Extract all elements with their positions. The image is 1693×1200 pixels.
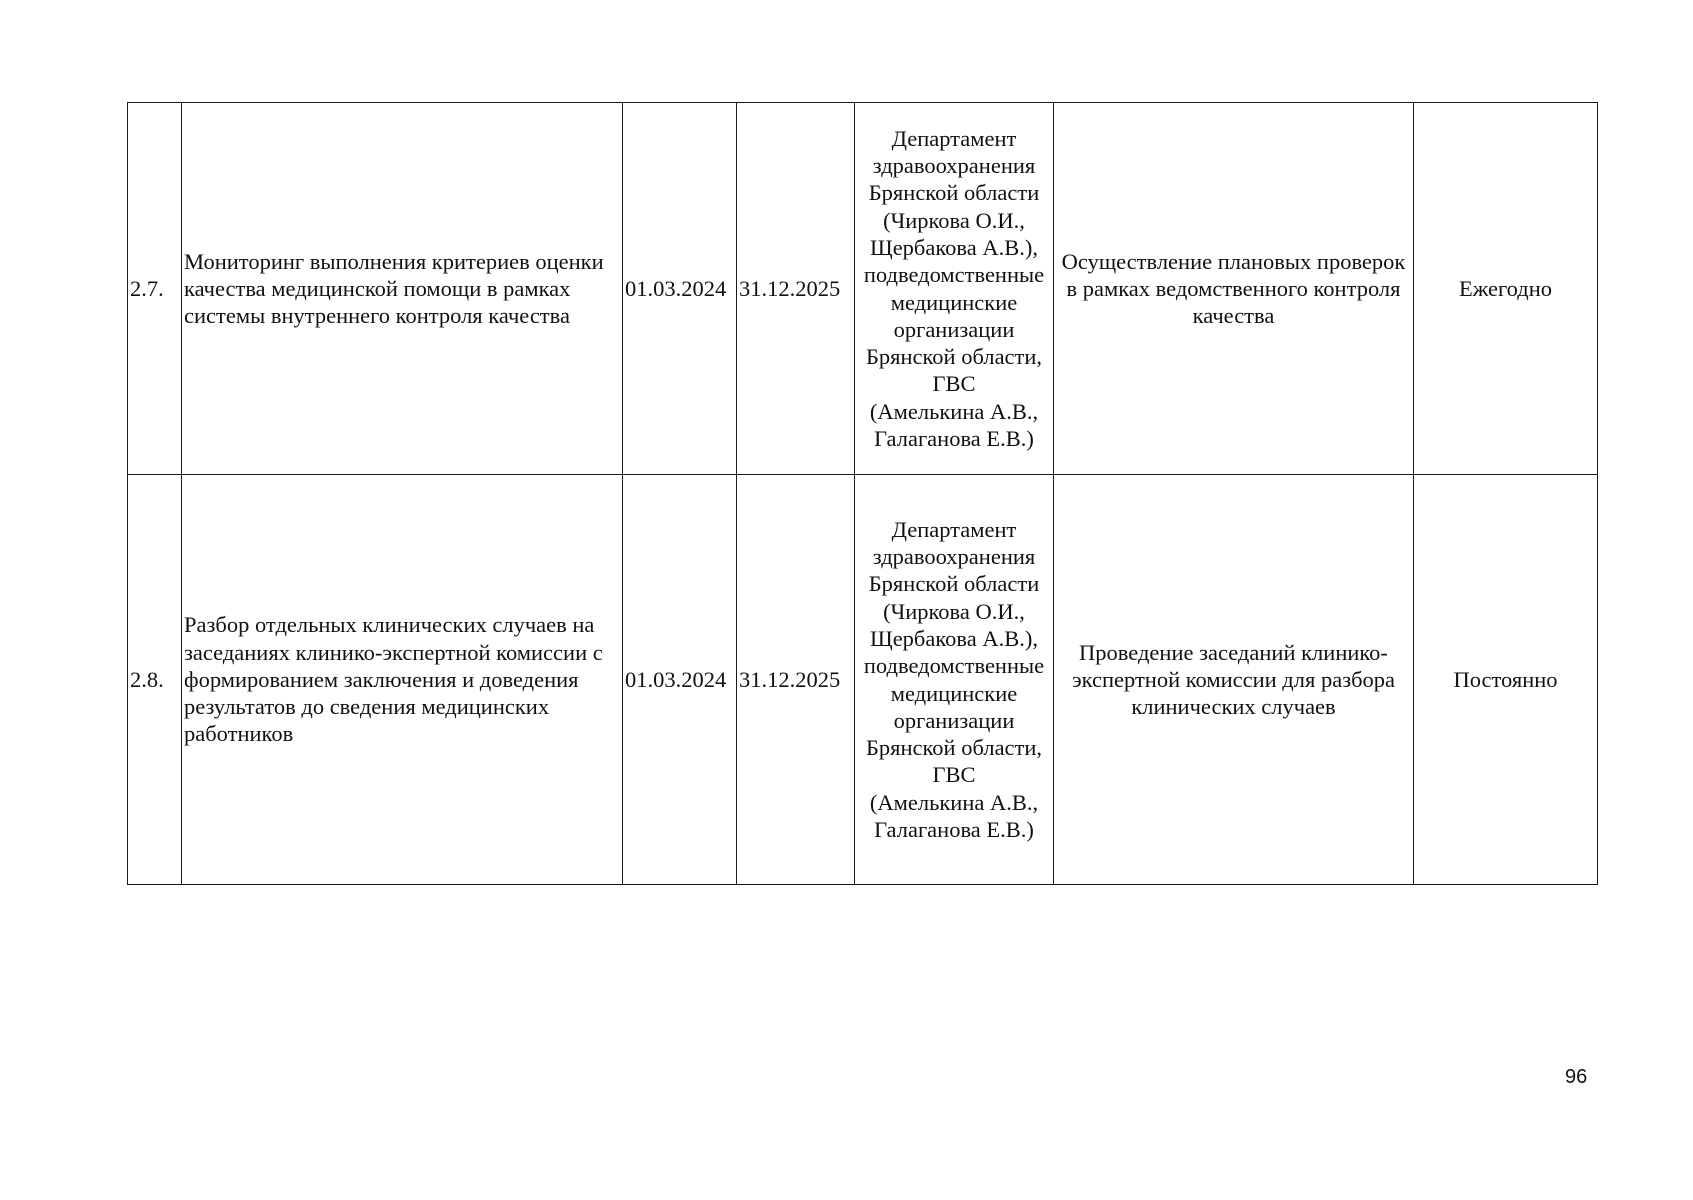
responsible-line: подведомственные (863, 262, 1045, 288)
responsible-line: Департамент (891, 125, 1017, 151)
responsible-line: Брянской области, (865, 735, 1043, 761)
periodicity: Ежегодно (1414, 103, 1598, 475)
responsible-line: организации (893, 707, 1015, 733)
responsible-line: ГВС (932, 762, 976, 788)
item-number: 2.7. (128, 103, 182, 475)
responsible-line: (Чиркова О.И., (883, 598, 1025, 624)
responsible-line: Галаганова Е.В.) (874, 816, 1034, 842)
responsible-line: подведомственные (863, 653, 1045, 679)
responsible-line: (Амелькина А.В., (869, 789, 1039, 815)
table-row (128, 103, 1598, 475)
responsible-line: ГВС (932, 371, 976, 397)
periodicity: Постоянно (1414, 475, 1598, 885)
responsible-line: Департамент (891, 516, 1017, 542)
measures-table (127, 102, 1598, 885)
responsible-line: медицинские (890, 680, 1018, 706)
responsible-line: Щербакова А.В.), (870, 234, 1038, 260)
item-number: 2.8. (128, 475, 182, 885)
responsible-executors (855, 103, 1054, 475)
end-date: 31.12.2025 (737, 475, 855, 885)
responsible-line: Галаганова Е.В.) (874, 425, 1034, 451)
responsible-line: медицинские (890, 289, 1018, 315)
responsible-line: Брянской области (868, 180, 1040, 206)
responsible-line: организации (893, 316, 1015, 342)
responsible-line: здравоохранения (872, 153, 1036, 179)
responsible-line: Брянской области (868, 571, 1040, 597)
start-date: 01.03.2024 (623, 475, 737, 885)
responsible-line: (Амелькина А.В., (869, 398, 1039, 424)
responsible-executors (855, 475, 1054, 885)
responsible-line: (Чиркова О.И., (883, 207, 1025, 233)
end-date: 31.12.2025 (737, 103, 855, 475)
responsible-line: здравоохранения (872, 544, 1036, 570)
expected-result: Проведение заседаний клинико-экспертной комиссии для разбора клинических случаев (1054, 475, 1414, 885)
table-row (128, 475, 1598, 885)
responsible-line: Брянской области, (865, 344, 1043, 370)
responsible-line: Щербакова А.В.), (870, 625, 1038, 651)
page-number: 96 (1565, 1066, 1588, 1088)
activity-description: Разбор отдельных клинических случаев на заседаниях клинико-экспертной комиссии с формированием заключения и доведения результатов до сведения медицинских работников (182, 475, 623, 885)
start-date: 01.03.2024 (623, 103, 737, 475)
activity-description: Мониторинг выполнения критериев оценки качества медицинской помощи в рамках системы внутреннего контроля качества (182, 103, 623, 475)
expected-result: Осуществление плановых проверок в рамках ведомственного контроля качества (1054, 103, 1414, 475)
